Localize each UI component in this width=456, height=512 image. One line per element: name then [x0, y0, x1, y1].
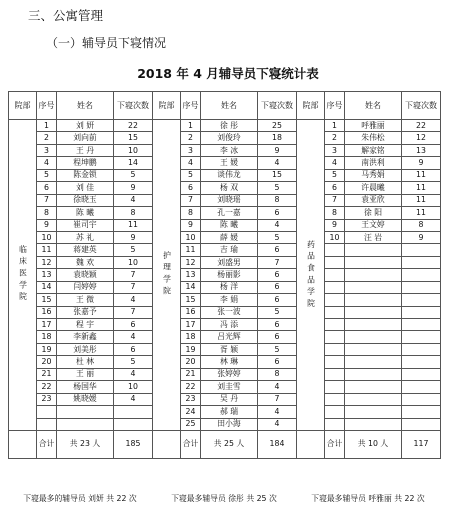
- member-count: 共 25 人: [201, 430, 258, 458]
- index-cell: 7: [325, 194, 345, 206]
- table-row: [9, 169, 441, 181]
- count-cell: 4: [114, 294, 153, 306]
- total-label: 合计: [37, 430, 57, 458]
- index-cell: 2: [325, 132, 345, 144]
- name-cell: 郝 瑞: [201, 406, 258, 418]
- header-count: 下寝次数: [402, 92, 441, 120]
- index-cell: 7: [37, 194, 57, 206]
- total-visits: 185: [114, 430, 153, 458]
- name-cell: 田小海: [201, 418, 258, 430]
- name-cell: 苏 礼: [57, 231, 114, 243]
- name-cell: 王 微: [57, 294, 114, 306]
- name-cell: 闫婷婷: [57, 281, 114, 293]
- empty-cell: [402, 406, 441, 418]
- index-cell: 20: [37, 356, 57, 368]
- index-cell: 6: [325, 182, 345, 194]
- index-cell: 11: [181, 244, 201, 256]
- count-cell: 7: [114, 281, 153, 293]
- empty-cell: [114, 418, 153, 430]
- table-row: [9, 269, 441, 281]
- name-cell: 汪 岩: [345, 231, 402, 243]
- member-count: 共 23 人: [57, 430, 114, 458]
- table-row: [9, 381, 441, 393]
- empty-cell: [345, 368, 402, 380]
- empty-cell: [345, 269, 402, 281]
- empty-cell: [325, 418, 345, 430]
- empty-cell: [345, 393, 402, 405]
- index-cell: 4: [181, 157, 201, 169]
- index-cell: 10: [37, 231, 57, 243]
- empty-cell: [57, 418, 114, 430]
- name-cell: 刘俊玲: [201, 132, 258, 144]
- empty-cell: [325, 356, 345, 368]
- index-cell: 10: [181, 231, 201, 243]
- name-cell: 程坤鹏: [57, 157, 114, 169]
- name-cell: 程 宇: [57, 319, 114, 331]
- total-visits: 117: [402, 430, 441, 458]
- index-cell: 8: [325, 207, 345, 219]
- footer-note: 下寝最多的辅导员 刘妍 共 22 次: [23, 494, 137, 503]
- name-cell: 马秀娟: [345, 169, 402, 181]
- name-cell: 许晨曦: [345, 182, 402, 194]
- empty-cell: [402, 244, 441, 256]
- count-cell: 4: [258, 381, 297, 393]
- name-cell: 张嘉予: [57, 306, 114, 318]
- empty-cell: [325, 269, 345, 281]
- empty-cell: [37, 418, 57, 430]
- name-cell: 吴 丹: [201, 393, 258, 405]
- count-cell: 4: [258, 418, 297, 430]
- count-cell: 6: [258, 294, 297, 306]
- count-cell: 4: [258, 219, 297, 231]
- name-cell: 陈金锁: [57, 169, 114, 181]
- header-index: 序号: [37, 92, 57, 120]
- empty-cell: [325, 244, 345, 256]
- college-name: 药品食品学院: [297, 120, 325, 431]
- index-cell: 4: [325, 157, 345, 169]
- table-row: [9, 319, 441, 331]
- name-cell: 姚晓媛: [57, 393, 114, 405]
- sub-heading: （一）辅导员下寝情况: [46, 36, 167, 50]
- index-cell: 3: [325, 144, 345, 156]
- count-cell: 4: [114, 368, 153, 380]
- index-cell: 16: [181, 306, 201, 318]
- count-cell: 7: [258, 393, 297, 405]
- name-cell: 吉 瑜: [201, 244, 258, 256]
- index-cell: 23: [37, 393, 57, 405]
- count-cell: 5: [258, 306, 297, 318]
- name-cell: 林 琳: [201, 356, 258, 368]
- name-cell: 刘向前: [57, 132, 114, 144]
- count-cell: 5: [258, 231, 297, 243]
- index-cell: 1: [181, 120, 201, 132]
- table-row: [9, 120, 441, 132]
- index-cell: 21: [181, 368, 201, 380]
- count-cell: 13: [402, 144, 441, 156]
- count-cell: 6: [258, 207, 297, 219]
- index-cell: 2: [37, 132, 57, 144]
- count-cell: 11: [402, 207, 441, 219]
- name-cell: 李 冰: [201, 144, 258, 156]
- index-cell: 16: [37, 306, 57, 318]
- empty-cell: [37, 406, 57, 418]
- count-cell: 10: [114, 256, 153, 268]
- table-row: [9, 157, 441, 169]
- count-cell: 5: [114, 356, 153, 368]
- empty-cell: [325, 281, 345, 293]
- table-row: [9, 231, 441, 243]
- name-cell: 徐 阳: [345, 207, 402, 219]
- header-count: 下寝次数: [258, 92, 297, 120]
- name-cell: 杨国华: [57, 381, 114, 393]
- footer-note: 下寝最多辅导员 呼雅丽 共 22 次: [311, 494, 425, 503]
- header-count: 下寝次数: [114, 92, 153, 120]
- index-cell: 6: [181, 182, 201, 194]
- name-cell: 张婷婷: [201, 368, 258, 380]
- empty-cell: [345, 319, 402, 331]
- college-name: 临床医学院: [9, 120, 37, 431]
- name-cell: 孔一嘉: [201, 207, 258, 219]
- count-cell: 5: [258, 182, 297, 194]
- count-cell: 9: [114, 231, 153, 243]
- count-cell: 4: [258, 406, 297, 418]
- table-row: [9, 219, 441, 231]
- index-cell: 11: [37, 244, 57, 256]
- index-cell: 18: [37, 331, 57, 343]
- index-cell: 7: [181, 194, 201, 206]
- empty-cell: [402, 381, 441, 393]
- total-blank: [9, 430, 37, 458]
- name-cell: 陈 曦: [201, 219, 258, 231]
- table-row: [9, 368, 441, 380]
- empty-cell: [114, 406, 153, 418]
- total-visits: 184: [258, 430, 297, 458]
- table-row: [9, 244, 441, 256]
- count-cell: 15: [258, 169, 297, 181]
- index-cell: 8: [181, 207, 201, 219]
- index-cell: 6: [37, 182, 57, 194]
- empty-cell: [402, 306, 441, 318]
- name-cell: 王文婷: [345, 219, 402, 231]
- count-cell: 6: [258, 269, 297, 281]
- empty-cell: [345, 306, 402, 318]
- name-cell: 王 丹: [57, 144, 114, 156]
- table-title: 2018 年 4 月辅导员下寝统计表: [137, 66, 319, 81]
- empty-cell: [325, 406, 345, 418]
- count-cell: 4: [114, 194, 153, 206]
- count-cell: 6: [258, 319, 297, 331]
- index-cell: 14: [37, 281, 57, 293]
- count-cell: 5: [258, 343, 297, 355]
- empty-cell: [402, 294, 441, 306]
- empty-cell: [325, 393, 345, 405]
- count-cell: 7: [258, 256, 297, 268]
- count-cell: 11: [402, 182, 441, 194]
- empty-cell: [402, 418, 441, 430]
- empty-cell: [402, 281, 441, 293]
- count-cell: 8: [258, 368, 297, 380]
- empty-cell: [345, 356, 402, 368]
- college-name: 护理学院: [153, 120, 181, 431]
- name-cell: 杜 林: [57, 356, 114, 368]
- empty-cell: [345, 294, 402, 306]
- name-cell: 谈伟龙: [201, 169, 258, 181]
- table-row: [9, 144, 441, 156]
- index-cell: 15: [37, 294, 57, 306]
- name-cell: 陈 曦: [57, 207, 114, 219]
- count-cell: 9: [402, 157, 441, 169]
- index-cell: 12: [37, 256, 57, 268]
- index-cell: 5: [37, 169, 57, 181]
- count-cell: 4: [258, 157, 297, 169]
- count-cell: 22: [114, 120, 153, 132]
- name-cell: 李新鑫: [57, 331, 114, 343]
- count-cell: 9: [402, 231, 441, 243]
- index-cell: 22: [37, 381, 57, 393]
- total-label: 合计: [181, 430, 201, 458]
- index-cell: 5: [325, 169, 345, 181]
- count-cell: 8: [402, 219, 441, 231]
- section-heading: 三、公寓管理: [28, 8, 104, 23]
- count-cell: 25: [258, 120, 297, 132]
- index-cell: 4: [37, 157, 57, 169]
- count-cell: 10: [114, 381, 153, 393]
- index-cell: 9: [181, 219, 201, 231]
- total-blank: [297, 430, 325, 458]
- table-row: [9, 182, 441, 194]
- index-cell: 19: [181, 343, 201, 355]
- index-cell: 13: [181, 269, 201, 281]
- index-cell: 17: [181, 319, 201, 331]
- table-row: [9, 306, 441, 318]
- count-cell: 8: [114, 207, 153, 219]
- table-row: [9, 207, 441, 219]
- index-cell: 21: [37, 368, 57, 380]
- index-cell: 5: [181, 169, 201, 181]
- count-cell: 12: [402, 132, 441, 144]
- header-college: 院部: [9, 92, 37, 120]
- name-cell: 李 娟: [201, 294, 258, 306]
- empty-cell: [402, 368, 441, 380]
- empty-cell: [345, 331, 402, 343]
- index-cell: 25: [181, 418, 201, 430]
- empty-cell: [345, 244, 402, 256]
- dorm-visit-table: [8, 91, 441, 459]
- table-row: [9, 418, 441, 430]
- header-index: 序号: [325, 92, 345, 120]
- count-cell: 4: [114, 331, 153, 343]
- empty-cell: [402, 319, 441, 331]
- index-cell: 23: [181, 393, 201, 405]
- total-row: [9, 430, 441, 458]
- empty-cell: [325, 343, 345, 355]
- name-cell: 南洪利: [345, 157, 402, 169]
- empty-cell: [402, 331, 441, 343]
- name-cell: 徐 彤: [201, 120, 258, 132]
- count-cell: 6: [258, 281, 297, 293]
- count-cell: 6: [258, 331, 297, 343]
- count-cell: 10: [114, 144, 153, 156]
- count-cell: 15: [114, 132, 153, 144]
- index-cell: 22: [181, 381, 201, 393]
- header-index: 序号: [181, 92, 201, 120]
- table-row: [9, 356, 441, 368]
- index-cell: 18: [181, 331, 201, 343]
- table-row: [9, 256, 441, 268]
- name-cell: 崔司宇: [57, 219, 114, 231]
- name-cell: 徐晓玉: [57, 194, 114, 206]
- name-cell: 冯 添: [201, 319, 258, 331]
- name-cell: 王 媛: [201, 157, 258, 169]
- footer-note: 下寝最多辅导员 徐彤 共 25 次: [171, 494, 277, 503]
- index-cell: 1: [325, 120, 345, 132]
- empty-cell: [345, 418, 402, 430]
- table-row: [9, 331, 441, 343]
- empty-cell: [345, 343, 402, 355]
- table-row: [9, 294, 441, 306]
- count-cell: 6: [114, 343, 153, 355]
- index-cell: 10: [325, 231, 345, 243]
- header-name: 姓名: [201, 92, 258, 120]
- index-cell: 19: [37, 343, 57, 355]
- empty-cell: [325, 368, 345, 380]
- header-college: 院部: [153, 92, 181, 120]
- total-label: 合计: [325, 430, 345, 458]
- count-cell: 8: [258, 194, 297, 206]
- total-blank: [153, 430, 181, 458]
- index-cell: 12: [181, 256, 201, 268]
- name-cell: 刘盛男: [201, 256, 258, 268]
- name-cell: 魏 欢: [57, 256, 114, 268]
- count-cell: 22: [402, 120, 441, 132]
- empty-cell: [325, 256, 345, 268]
- empty-cell: [345, 256, 402, 268]
- empty-cell: [402, 256, 441, 268]
- count-cell: 5: [114, 169, 153, 181]
- name-cell: 袁晓颖: [57, 269, 114, 281]
- empty-cell: [325, 331, 345, 343]
- count-cell: 4: [114, 393, 153, 405]
- index-cell: 20: [181, 356, 201, 368]
- empty-cell: [325, 381, 345, 393]
- count-cell: 6: [258, 356, 297, 368]
- index-cell: 3: [181, 144, 201, 156]
- index-cell: 8: [37, 207, 57, 219]
- index-cell: 14: [181, 281, 201, 293]
- count-cell: 14: [114, 157, 153, 169]
- name-cell: 刘 妍: [57, 120, 114, 132]
- count-cell: 5: [114, 244, 153, 256]
- name-cell: 吕光辉: [201, 331, 258, 343]
- name-cell: 刘圭雪: [201, 381, 258, 393]
- empty-cell: [402, 393, 441, 405]
- index-cell: 15: [181, 294, 201, 306]
- index-cell: 24: [181, 406, 201, 418]
- name-cell: 张一波: [201, 306, 258, 318]
- header-name: 姓名: [57, 92, 114, 120]
- count-cell: 7: [114, 269, 153, 281]
- name-cell: 胥 颖: [201, 343, 258, 355]
- header-college: 院部: [297, 92, 325, 120]
- count-cell: 6: [258, 244, 297, 256]
- index-cell: 2: [181, 132, 201, 144]
- count-cell: 11: [402, 194, 441, 206]
- count-cell: 11: [402, 169, 441, 181]
- name-cell: 刘晓瑶: [201, 194, 258, 206]
- table-footer: [8, 493, 440, 504]
- table-header-row: [9, 92, 441, 120]
- index-cell: 13: [37, 269, 57, 281]
- name-cell: 杨 洋: [201, 281, 258, 293]
- name-cell: 刘 佳: [57, 182, 114, 194]
- index-cell: 9: [325, 219, 345, 231]
- count-cell: 9: [114, 182, 153, 194]
- name-cell: 薛 媛: [201, 231, 258, 243]
- name-cell: 王 丽: [57, 368, 114, 380]
- name-cell: 解家铭: [345, 144, 402, 156]
- index-cell: 1: [37, 120, 57, 132]
- count-cell: 18: [258, 132, 297, 144]
- name-cell: 蒋建英: [57, 244, 114, 256]
- count-cell: 11: [114, 219, 153, 231]
- empty-cell: [325, 319, 345, 331]
- empty-cell: [402, 343, 441, 355]
- count-cell: 6: [114, 319, 153, 331]
- table-row: [9, 194, 441, 206]
- name-cell: 朱伟松: [345, 132, 402, 144]
- empty-cell: [345, 381, 402, 393]
- member-count: 共 10 人: [345, 430, 402, 458]
- index-cell: 3: [37, 144, 57, 156]
- table-row: [9, 281, 441, 293]
- name-cell: 刘美彤: [57, 343, 114, 355]
- name-cell: 杨 双: [201, 182, 258, 194]
- table-row: [9, 393, 441, 405]
- empty-cell: [325, 294, 345, 306]
- empty-cell: [402, 356, 441, 368]
- table-row: [9, 132, 441, 144]
- empty-cell: [402, 269, 441, 281]
- empty-cell: [57, 406, 114, 418]
- count-cell: 9: [258, 144, 297, 156]
- empty-cell: [345, 406, 402, 418]
- empty-cell: [325, 306, 345, 318]
- header-name: 姓名: [345, 92, 402, 120]
- name-cell: 袁亚欣: [345, 194, 402, 206]
- name-cell: 杨丽影: [201, 269, 258, 281]
- table-row: [9, 406, 441, 418]
- count-cell: 7: [114, 306, 153, 318]
- table-row: [9, 343, 441, 355]
- index-cell: 17: [37, 319, 57, 331]
- name-cell: 呼雅丽: [345, 120, 402, 132]
- empty-cell: [345, 281, 402, 293]
- index-cell: 9: [37, 219, 57, 231]
